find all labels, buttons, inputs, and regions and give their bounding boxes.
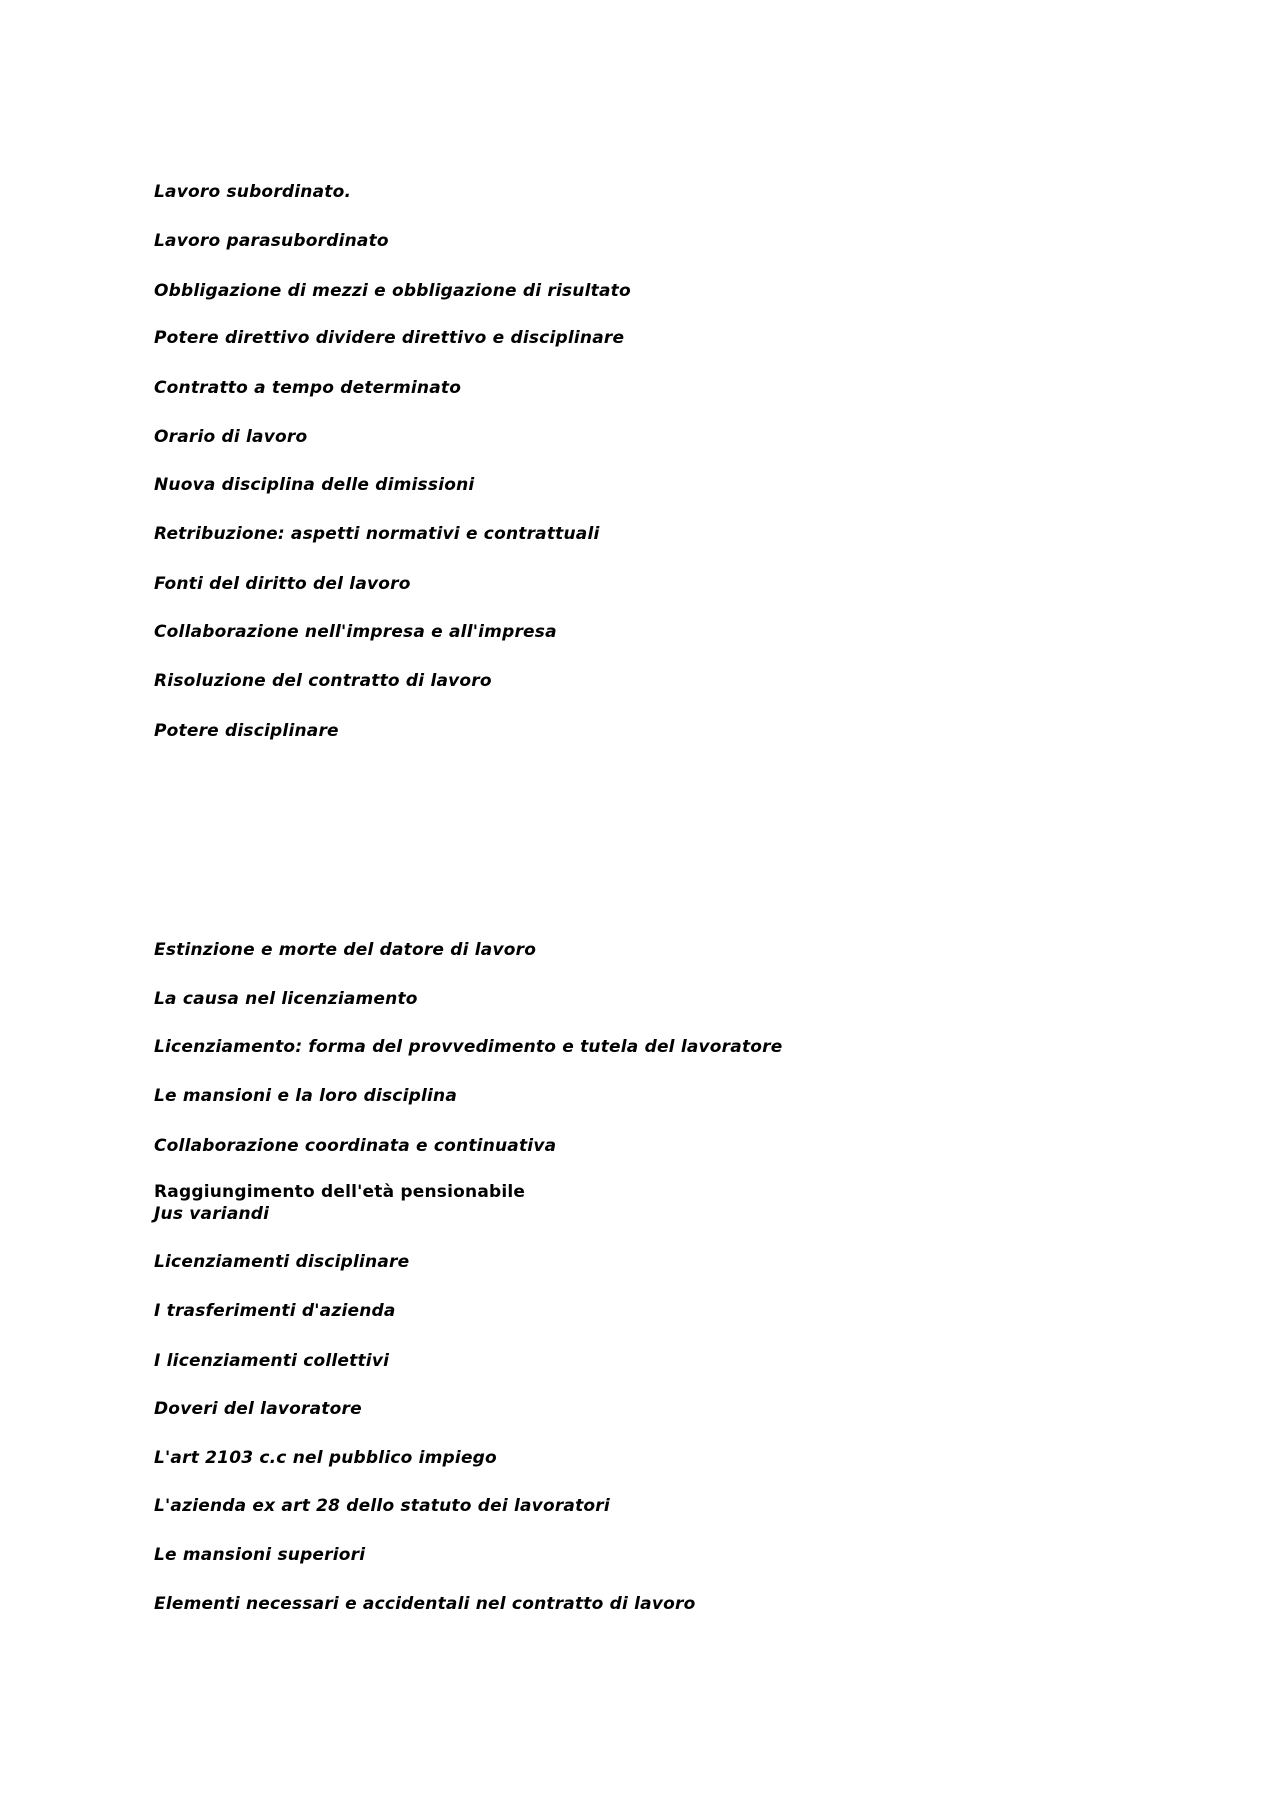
topic-item: Retribuzione: aspetti normativi e contrattuali [154, 524, 600, 544]
topic-item: Doveri del lavoratore [154, 1399, 362, 1419]
topic-item: Collaborazione coordinata e continuativa [154, 1136, 557, 1156]
topic-item: Elementi necessari e accidentali nel contratto di lavoro [154, 1594, 696, 1614]
topic-item: Contratto a tempo determinato [154, 378, 462, 398]
topic-item: Licenziamento: forma del provvedimento e tutela del lavoratore [154, 1037, 783, 1057]
topic-item: Potere disciplinare [154, 721, 339, 741]
topic-item: Obbligazione di mezzi e obbligazione di risultato [154, 281, 631, 301]
topic-item: Jus variandi [154, 1204, 270, 1224]
topic-item: Le mansioni superiori [154, 1545, 366, 1565]
topic-item: La causa nel licenziamento [154, 989, 418, 1009]
topic-item: Collaborazione nell'impresa e all'impresa [154, 622, 557, 642]
topic-item: Nuova disciplina delle dimissioni [154, 475, 475, 495]
topic-item: I licenziamenti collettivi [154, 1351, 390, 1371]
topic-item: Estinzione e morte del datore di lavoro [154, 940, 537, 960]
topic-item: Lavoro parasubordinato [154, 231, 389, 251]
topic-item: Risoluzione del contratto di lavoro [154, 671, 492, 691]
topic-item: L'art 2103 c.c nel pubblico impiego [154, 1448, 497, 1468]
topic-item: Orario di lavoro [154, 427, 308, 447]
topic-item: I trasferimenti d'azienda [154, 1301, 396, 1321]
topic-item: Le mansioni e la loro disciplina [154, 1086, 458, 1106]
topic-item: Licenziamenti disciplinare [154, 1252, 410, 1272]
topic-item: Raggiungimento dell'età pensionabile [154, 1182, 526, 1202]
topic-item: Lavoro subordinato. [154, 182, 352, 202]
topic-item: Fonti del diritto del lavoro [154, 574, 411, 594]
topic-item: L'azienda ex art 28 dello statuto dei lavoratori [154, 1496, 610, 1516]
topic-item: Potere direttivo dividere direttivo e disciplinare [154, 328, 625, 348]
